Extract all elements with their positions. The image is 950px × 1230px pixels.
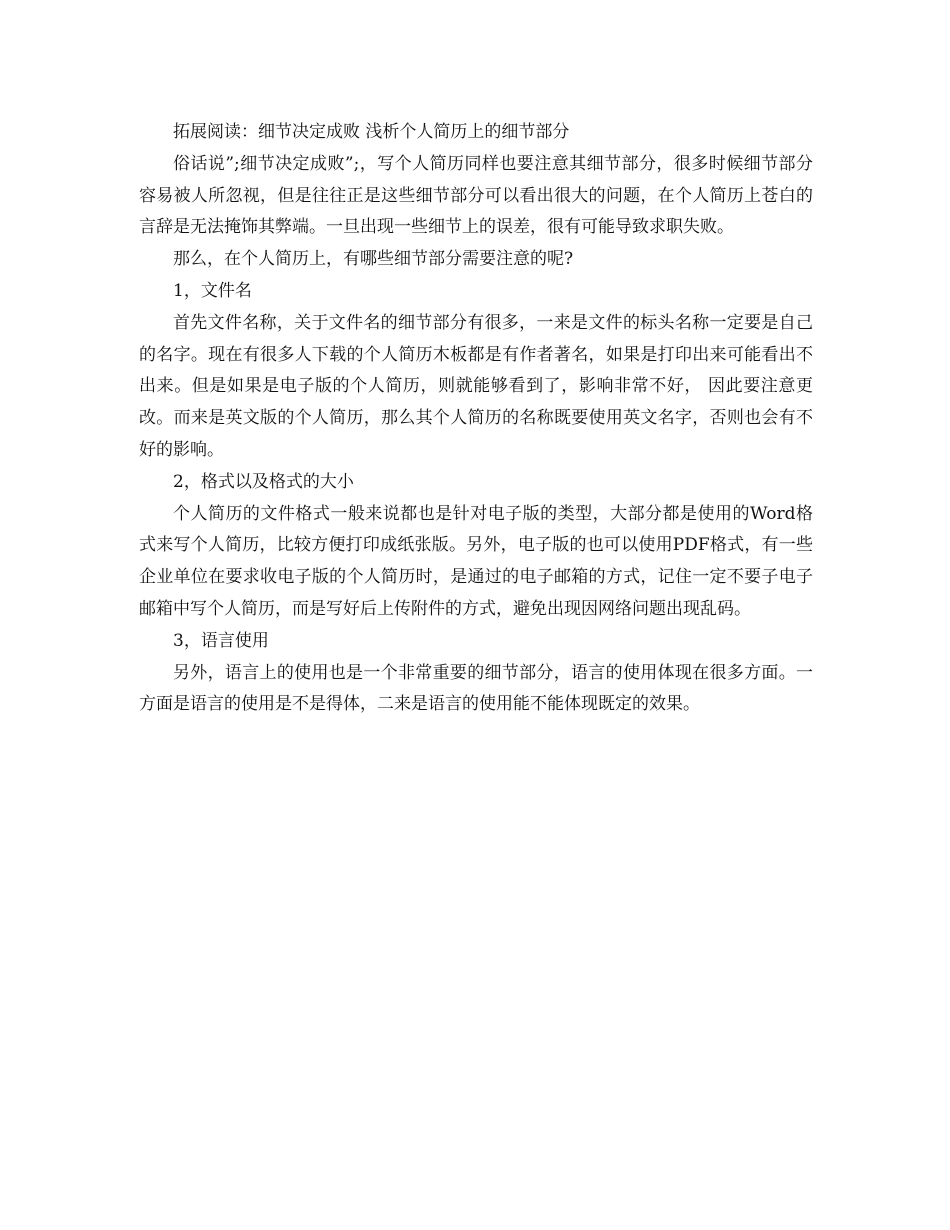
question-paragraph: 那么，在个人简历上，有哪些细节部分需要注意的呢? xyxy=(173,249,574,270)
intro-paragraph: 俗话说”;细节决定成败”;，写个人简历同样也要注意其细节部分，很多时候细节部分容易被人所忽视，但是往往正是这些细节部分可以看出很大的问题，在个人简历上苍白的言辞是无法掩饰其弊端。一旦出现一些细节上的误差，很有可能导致求职失败。 xyxy=(139,153,813,238)
section-body-file-name: 首先文件名称，关于文件名的细节部分有很多，一来是文件的标头名称一定要是自己的名字。现在有很多人下载的个人简历木板都是有作者著名，如果是打印出来可能看出不出来。但是如果是电子版的个人简历，则就能够看到了，影响非常不好， 因此要注意更改。而来是英文版的个人简历，那么其个人简历的名称既要使用英文名字，否则也会有不好的影响。 xyxy=(139,312,813,460)
section-heading-file-name: 1，文件名 xyxy=(173,280,252,301)
section-body-format: 个人简历的文件格式一般来说都也是针对电子版的类型，大部分都是使用的Word格式来写个人简历，比较方便打印成纸张版。另外，电子版的也可以使用PDF格式，有一些企业单位在要求收电子版的个人简历时，是通过的电子邮箱的方式，记住一定不要子电子邮箱中写个人简历，而是写好后上传附件的方式，避免出现因网络问题出现乱码。 xyxy=(139,503,813,619)
section-body-language: 另外，语言上的使用也是一个非常重要的细节部分，语言的使用体现在很多方面。一方面是语言的使用是不是得体，二来是语言的使用能不能体现既定的效果。 xyxy=(139,662,813,715)
section-heading-format: 2，格式以及格式的大小 xyxy=(173,471,354,492)
document-title: 拓展阅读：细节决定成败 浅析个人简历上的细节部分 xyxy=(173,122,570,142)
section-heading-language: 3，语言使用 xyxy=(173,630,269,651)
document-body xyxy=(139,117,813,721)
